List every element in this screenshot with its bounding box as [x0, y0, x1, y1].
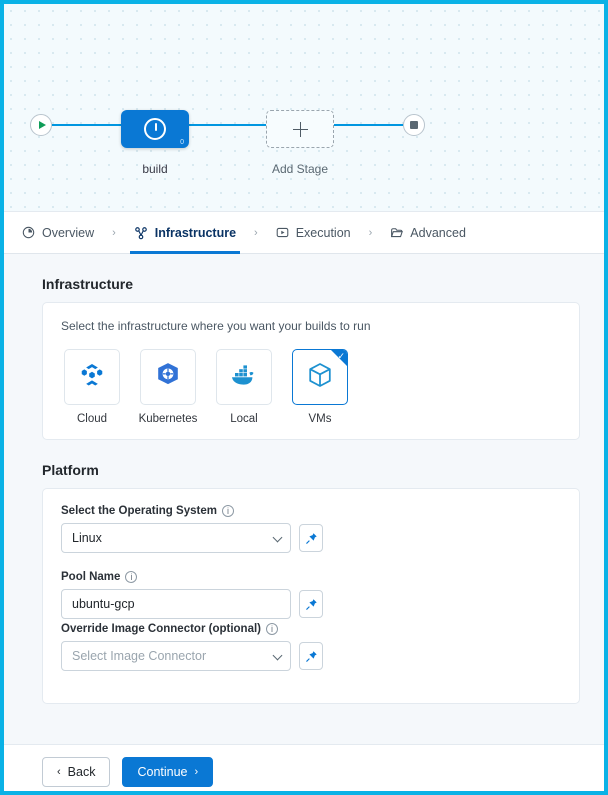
stage-build[interactable] — [121, 110, 189, 148]
connector-pin-button[interactable] — [299, 642, 323, 670]
tab-overview[interactable] — [18, 212, 98, 254]
vm-cube-icon — [306, 361, 334, 394]
connector-line-3 — [334, 124, 403, 126]
build-gear-icon — [144, 118, 166, 140]
stop-square-icon — [410, 121, 418, 129]
infra-option-kubernetes[interactable] — [137, 349, 199, 425]
connector-line-2 — [189, 124, 266, 126]
os-select[interactable] — [61, 523, 291, 553]
pool-name-value: ubuntu-gcp — [72, 597, 135, 611]
tab-advanced-label: Advanced — [410, 225, 466, 240]
kubernetes-icon — [154, 361, 182, 394]
back-button-label: Back — [67, 765, 96, 779]
infrastructure-card — [42, 302, 580, 440]
stage-config-body — [4, 254, 604, 795]
infrastructure-subtitle: Select the infrastructure where you want your builds to run — [61, 319, 371, 333]
stage-build-label: build — [142, 162, 168, 176]
chevron-down-icon — [273, 533, 283, 543]
pin-icon — [305, 532, 318, 545]
connector-field-row — [61, 641, 561, 671]
tab-infrastructure[interactable] — [130, 212, 240, 254]
connector-line-1 — [52, 124, 121, 126]
os-field-label — [61, 505, 561, 517]
image-connector-placeholder: Select Image Connector — [72, 649, 207, 663]
plus-icon — [293, 122, 308, 137]
infra-option-local-box[interactable] — [216, 349, 272, 405]
play-triangle-icon — [39, 121, 46, 129]
pool-pin-button[interactable] — [299, 590, 323, 618]
chevron-left-icon: ‹ — [57, 766, 61, 778]
advanced-icon — [390, 226, 403, 239]
pipeline-end-icon[interactable] — [403, 114, 425, 136]
infra-option-kubernetes-label: Kubernetes — [138, 413, 198, 425]
infra-option-vms-box[interactable] — [292, 349, 348, 405]
infrastructure-icon — [134, 226, 148, 240]
os-select-value: Linux — [72, 531, 102, 545]
os-field-label-text: Select the Operating System — [61, 505, 217, 517]
continue-button-label: Continue — [137, 765, 188, 779]
tab-separator-2: › — [254, 226, 258, 239]
infra-option-cloud[interactable] — [61, 349, 123, 425]
tab-overview-label: Overview — [42, 225, 95, 240]
connector-field-label — [61, 623, 561, 635]
infra-option-local[interactable] — [213, 349, 275, 425]
infra-option-kubernetes-box[interactable] — [140, 349, 196, 405]
pin-icon — [305, 598, 318, 611]
back-button[interactable] — [42, 757, 110, 787]
image-connector-select[interactable] — [61, 641, 291, 671]
tab-separator-1: › — [112, 226, 116, 239]
docker-icon — [229, 362, 259, 393]
stage-tabs — [4, 212, 604, 254]
stage-step-count: 0 — [180, 139, 184, 146]
tab-separator-3: › — [368, 226, 373, 239]
chevron-down-icon — [273, 651, 283, 661]
pool-field-row — [61, 589, 561, 619]
info-icon[interactable]: i — [125, 571, 137, 583]
connector-field-label-text: Override Image Connector (optional) — [61, 623, 261, 635]
infra-option-cloud-label: Cloud — [76, 413, 108, 425]
infra-option-vms[interactable] — [289, 349, 351, 425]
pin-icon — [305, 650, 318, 663]
overview-icon — [22, 226, 35, 239]
selected-check-icon: ✓ — [337, 351, 345, 361]
pipeline-canvas[interactable] — [4, 4, 604, 212]
pipeline-start-icon[interactable] — [30, 114, 52, 136]
pool-name-input[interactable] — [61, 589, 291, 619]
chevron-right-icon: › — [194, 766, 199, 778]
infra-option-cloud-box[interactable] — [64, 349, 120, 405]
info-icon[interactable]: i — [266, 623, 278, 635]
wizard-footer — [4, 744, 604, 795]
infra-option-vms-label: VMs — [308, 413, 332, 425]
platform-card — [42, 488, 580, 704]
tab-advanced[interactable] — [386, 212, 470, 254]
infra-option-local-label: Local — [230, 413, 258, 425]
infrastructure-section-title: Infrastructure — [42, 276, 134, 292]
harness-cloud-icon — [78, 361, 106, 394]
infrastructure-options — [61, 349, 561, 425]
tab-infrastructure-label: Infrastructure — [154, 225, 237, 240]
info-icon[interactable]: i — [222, 505, 234, 517]
add-stage-label: Add Stage — [271, 162, 329, 176]
tab-execution[interactable] — [272, 212, 355, 254]
os-pin-button[interactable] — [299, 524, 323, 552]
add-stage-button[interactable] — [266, 110, 334, 148]
execution-icon — [276, 226, 289, 239]
pool-field-label — [61, 571, 561, 583]
tab-execution-label: Execution — [295, 225, 351, 240]
os-field-row — [61, 523, 561, 553]
continue-button[interactable] — [122, 757, 213, 787]
platform-section-title: Platform — [42, 462, 99, 478]
pool-field-label-text: Pool Name — [61, 571, 121, 583]
